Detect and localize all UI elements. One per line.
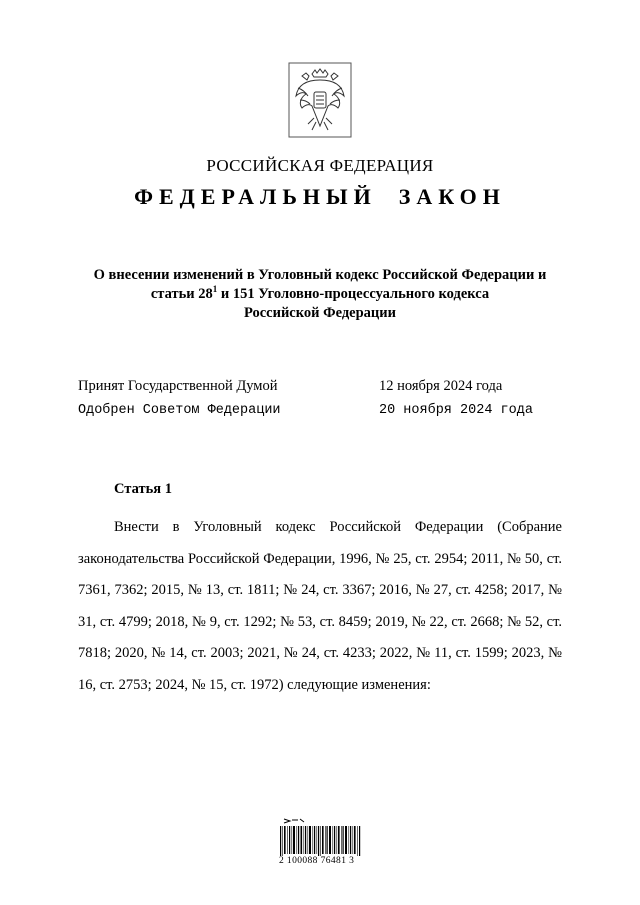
council-approval-date: 20 ноября 2024 года [379, 403, 533, 418]
law-type-word2: ЗАКОН [398, 184, 506, 209]
law-type-word1: ФЕДЕРАЛЬНЫЙ [134, 184, 377, 209]
duma-adoption-label: Принят Государственной Думой [78, 378, 278, 394]
law-type-heading [0, 184, 640, 210]
law-title-line3: Российской Федерации [243, 305, 396, 321]
council-approval-label: Одобрен Советом Федерации [78, 403, 281, 418]
article-1-heading: Статья 1 [114, 481, 172, 497]
law-title-line2: статьи $28^1$ и 151 Уголовно-процессуального кодекса [150, 284, 490, 302]
barcode-number: 2 100088 76481 3 [279, 856, 355, 866]
duma-adoption-row [78, 378, 503, 395]
russian-coat-of-arms-icon [288, 62, 352, 138]
duma-adoption-date: 12 ноября 2024 года [379, 378, 503, 394]
law-title [60, 266, 580, 323]
barcode-icon [278, 816, 364, 856]
law-title-line1: О внесении изменений в Уголовный кодекс Российской Федерации и [93, 267, 547, 283]
country-name: РОССИЙСКАЯ ФЕДЕРАЦИЯ [206, 156, 434, 175]
council-approval-row [78, 403, 533, 418]
article-1-text: Внести в Уголовный кодекс Российской Федерации (Собрание законодательства Российской Федерации, 1996, № 25, ст. 2954; 2011, № 50, ст. 7361, 7362; 2015, № 13, ст. 1811; № 24, ст. 3367; 2016, № 27, ст. 4258; 2017, № 31, ст. 4799; 2018, № 9, ст. 1292; № 53, ст. 8459; 2019, № 22, ст. 2668; № 52, ст. 7818; 2020, № 14, ст. 2003; 2021, № 24, ст. 4233; 2022, № 11, ст. 1599; 2023, № 16, ст. 2753; 2024, № 15, ст. 1972) следующие изменения: [78, 519, 562, 693]
